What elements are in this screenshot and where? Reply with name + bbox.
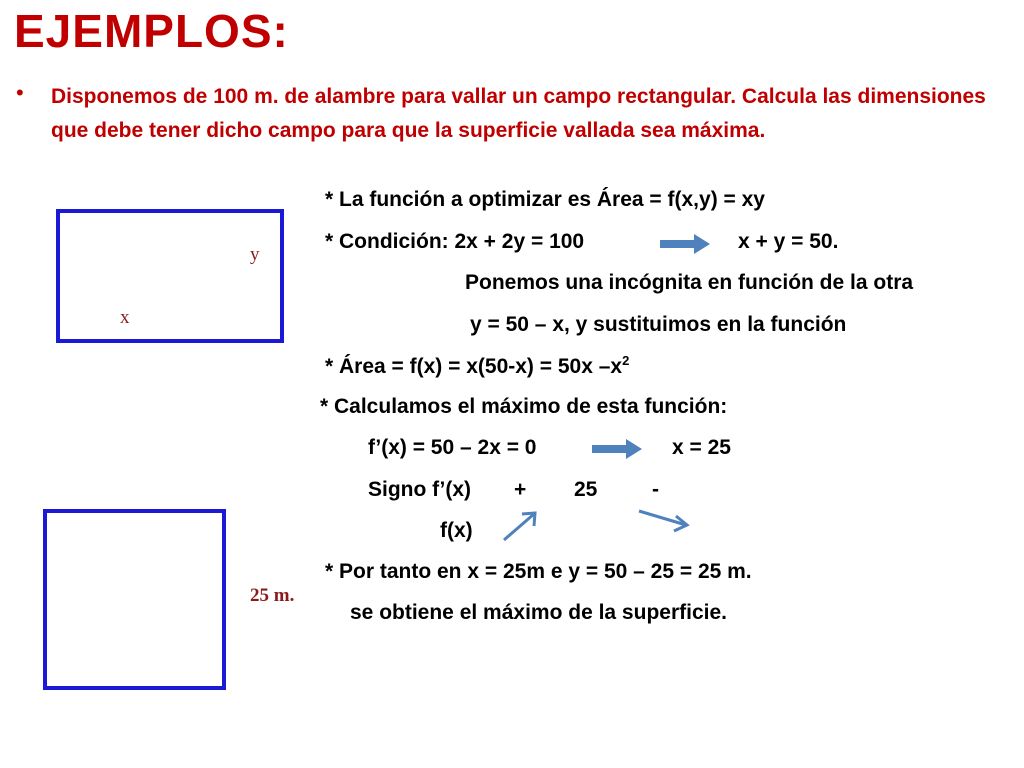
label-y: y (250, 244, 260, 265)
slide-title: EJEMPLOS: (14, 5, 289, 57)
sign-minus: - (652, 478, 659, 501)
step-calculate-max: * Calculamos el máximo de esta función: (320, 395, 728, 418)
fx-label: f(x) (440, 519, 473, 542)
area-function-text: * Área = f(x) = x(50-x) = 50x –x (325, 355, 623, 378)
step-substitution-note: Ponemos una incógnita en función de la otra (465, 271, 914, 294)
step-y-expression: y = 50 – x, y sustituimos en la función (470, 313, 847, 336)
step-function-to-optimize: * La función a optimizar es Área = f(x,y) = xy (325, 188, 765, 211)
step-conclusion: * Por tanto en x = 25m e y = 50 – 25 = 25 m. (325, 560, 752, 583)
implies-arrow-icon (660, 234, 712, 254)
step-condition-simplified: x + y = 50. (738, 230, 839, 253)
label-25m: 25 m. (250, 585, 295, 606)
increasing-arrow-icon (500, 508, 544, 544)
step-conclusion-2: se obtiene el máximo de la superficie. (350, 601, 727, 624)
sign-label: Signo f’(x) (368, 478, 472, 501)
decreasing-arrow-icon (636, 506, 692, 532)
implies-arrow-icon-2 (592, 439, 644, 459)
rectangle-figure (56, 209, 284, 343)
area-function-exponent: 2 (622, 353, 630, 368)
step-condition: * Condición: 2x + 2y = 100 (325, 230, 585, 253)
sign-critical-value: 25 (574, 478, 598, 501)
problem-statement: Disponemos de 100 m. de alambre para vallar un campo rectangular. Calcula las dimensiones que debe tener dicho campo para que la superficie vallada sea máxima. (51, 85, 986, 142)
sign-plus: + (514, 478, 527, 501)
square-figure (43, 509, 226, 690)
bullet-marker: • (16, 80, 24, 105)
label-x: x (120, 307, 130, 328)
step-area-function (325, 353, 629, 379)
step-critical-point: x = 25 (672, 436, 731, 459)
step-derivative: f’(x) = 50 – 2x = 0 (368, 436, 537, 459)
